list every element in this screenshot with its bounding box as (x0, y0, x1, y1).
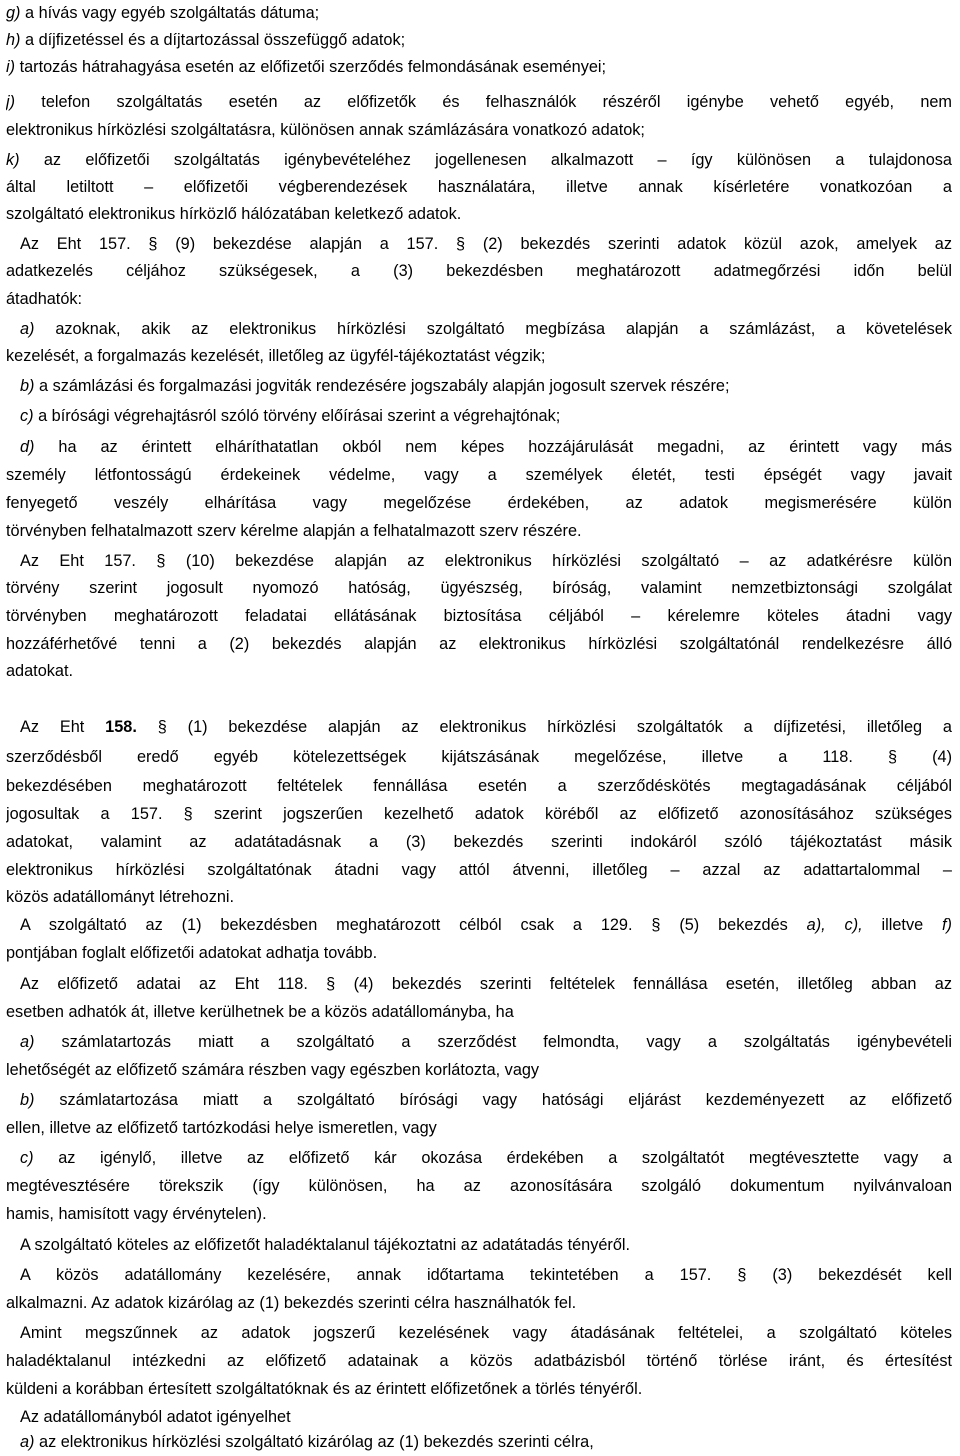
text-line: Az Eht 157. § (9) bekezdése alapján a 157. § (2) bekezdés szerinti adatok közül azok, amelyek az (20, 235, 952, 253)
text-line: fenyegető veszély elhárítása vagy megelőzése érdekében, az adatok megismerésére külön (6, 494, 952, 512)
text-line: bekezdésében meghatározott feltételek fennállása esetén a szerződéskötés megtagadásának céljából (6, 777, 952, 795)
text-line: ellen, illetve az előfizető tartózkodási helye ismeretlen, vagy (6, 1119, 437, 1137)
text-line: haladéktalanul intézkedni az előfizető adatainak a közös adatbázisból történő törlése iránt, és értesítést (6, 1352, 952, 1370)
text-line: c) az igénylő, illetve az előfizető kár okozása érdekében a szolgáltatót megtévesztette vagy a (20, 1149, 952, 1167)
text-line: szerződésből eredő egyéb kötelezettségek kijátszásának megelőzése, illetve a 118. § (4) (6, 748, 952, 766)
text-line: Az Eht 157. § (10) bekezdése alapján az elektronikus hírközlési szolgáltató – az adatkérésre külön (20, 552, 952, 570)
text-line: elektronikus hírközlési szolgáltatásra, különösen annak számlázására vonatkozó adatok; (6, 121, 645, 139)
text-line: törvényben meghatározott feladatai ellátásának biztosítása céljából – kérelemre köteles átadni vagy (6, 607, 952, 625)
text-line: a) az elektronikus hírközlési szolgáltató kizárólag az (1) bekezdés szerinti célra, (20, 1433, 594, 1451)
text-line: hamis, hamisított vagy érvénytelen). (6, 1205, 267, 1223)
text-line: Amint megszűnnek az adatok jogszerű kezelésének vagy átadásának feltételei, a szolgáltató köteles (20, 1324, 952, 1342)
text-line: pontjában foglalt előfizetői adatokat adhatja tovább. (6, 944, 378, 962)
text-line: j) telefon szolgáltatás esetén az előfizetők és felhasználók részéről igénybe vehető egyéb, nem (6, 93, 952, 111)
text-line: esetben adhatók át, illetve kerülhetnek be a közös adatállományba, ha (6, 1003, 514, 1021)
text-line: közös adatállományt létrehozni. (6, 888, 235, 906)
text-line: lehetőségét az előfizető számára részben vagy egészben korlátozta, vagy (6, 1061, 540, 1079)
text-line: b) számlatartozása miatt a szolgáltató bírósági vagy hatósági eljárást kezdeményezett az előfizető (20, 1091, 952, 1109)
text-line: Az Eht 158. § (1) bekezdése alapján az elektronikus hírközlési szolgáltatók a díjfizetési, illetőleg a (20, 718, 952, 736)
text-line: c) a bírósági végrehajtásról szóló törvény előírásai szerint a végrehajtónak; (20, 407, 561, 425)
text-line: törvényben felhatalmazott szerv kérelme alapján a felhatalmazott szerv részére. (6, 522, 582, 540)
text-line: Az előfizető adatai az Eht 118. § (4) bekezdés szerinti feltételek fennállása esetén, illetőleg abban az (20, 975, 952, 993)
text-line: A szolgáltató az (1) bekezdésben meghatározott célból csak a 129. § (5) bekezdés a), c), illetve f) (20, 916, 952, 934)
text-line: alkalmazni. Az adatok kizárólag az (1) bekezdés szerinti célra használhatók fel. (6, 1294, 577, 1312)
text-line: k) az előfizetői szolgáltatás igénybevételéhez jogellenesen alkalmazott – így különösen a tulajdonosa (6, 151, 952, 169)
text-line: d) ha az érintett elháríthatatlan okból nem képes hozzájárulását megadni, az érintett vagy más (20, 438, 952, 456)
text-line: h) a díjfizetéssel és a díjtartozással összefüggő adatok; (6, 31, 406, 49)
text-line: A közös adatállomány kezelésére, annak időtartama tekintetében a 157. § (3) bekezdését kell (20, 1266, 952, 1284)
text-line: adatokat, valamint az adatátadásnak a (3) bekezdés szerinti indokáról szóló tájékoztatást másik (6, 833, 952, 851)
text-line: szolgáltató elektronikus hírközlő hálózatában keletkező adatok. (6, 205, 462, 223)
text-line: hozzáférhetővé tenni a (2) bekezdés alapján az elektronikus hírközlési szolgáltatónál rendelkezésre álló (6, 635, 952, 653)
text-line: adatokat. (6, 662, 73, 680)
text-line: i) tartozás hátrahagyása esetén az előfizetői szerződés felmondásának eseményei; (6, 58, 607, 76)
text-line: a) azoknak, akik az elektronikus hírközlési szolgáltató megbízása alapján a számlázást, a követelések (20, 320, 952, 338)
text-line: Az adatállományból adatot igényelhet (20, 1408, 291, 1426)
text-line: kezelését, a forgalmazás kezelését, illetőleg az ügyfél-tájékoztatást végzik; (6, 347, 546, 365)
text-line: a) számlatartozás miatt a szolgáltató a szerződést felmondta, vagy a szolgáltatás igénybevételi (20, 1033, 952, 1051)
text-line: g) a hívás vagy egyéb szolgáltatás dátuma; (6, 4, 320, 22)
text-line: b) a számlázási és forgalmazási jogviták rendezésére jogszabály alapján jogosult szervek részére; (20, 377, 730, 395)
text-line: által letiltott – előfizetői végberendezések használatára, illetve annak kísérletére vonatkozóan a (6, 178, 952, 196)
text-line: átadhatók: (6, 290, 83, 308)
text-line: megtévesztésére törekszik (így különösen, ha az azonosítására szolgáló dokumentum nyilvánvaloan (6, 1177, 952, 1195)
text-line: A szolgáltató köteles az előfizetőt haladéktalanul tájékoztatni az adatátadás tényéről. (20, 1236, 631, 1254)
text-line: elektronikus hírközlési szolgáltatónak átadni vagy attól átvenni, illetőleg – azzal az adattartalommal – (6, 861, 952, 879)
text-line: küldeni a korábban értesített szolgáltatóknak és az érintett előfizetőnek a törlés tényéről. (6, 1380, 643, 1398)
text-line: jogosultak a 157. § szerint jogszerűen kezelhető adatok köréből az előfizető azonosításához szükséges (6, 805, 952, 823)
text-line: adatkezelés céljához szükségesek, a (3) bekezdésben meghatározott adatmegőrzési időn belül (6, 262, 952, 280)
text-line: személy létfontosságú érdekeinek védelme, vagy a személyek életét, testi épségét vagy javait (6, 466, 952, 484)
text-line: törvény szerint jogosult nyomozó hatóság, ügyészség, bíróság, valamint nemzetbiztonsági szolgálat (6, 579, 952, 597)
